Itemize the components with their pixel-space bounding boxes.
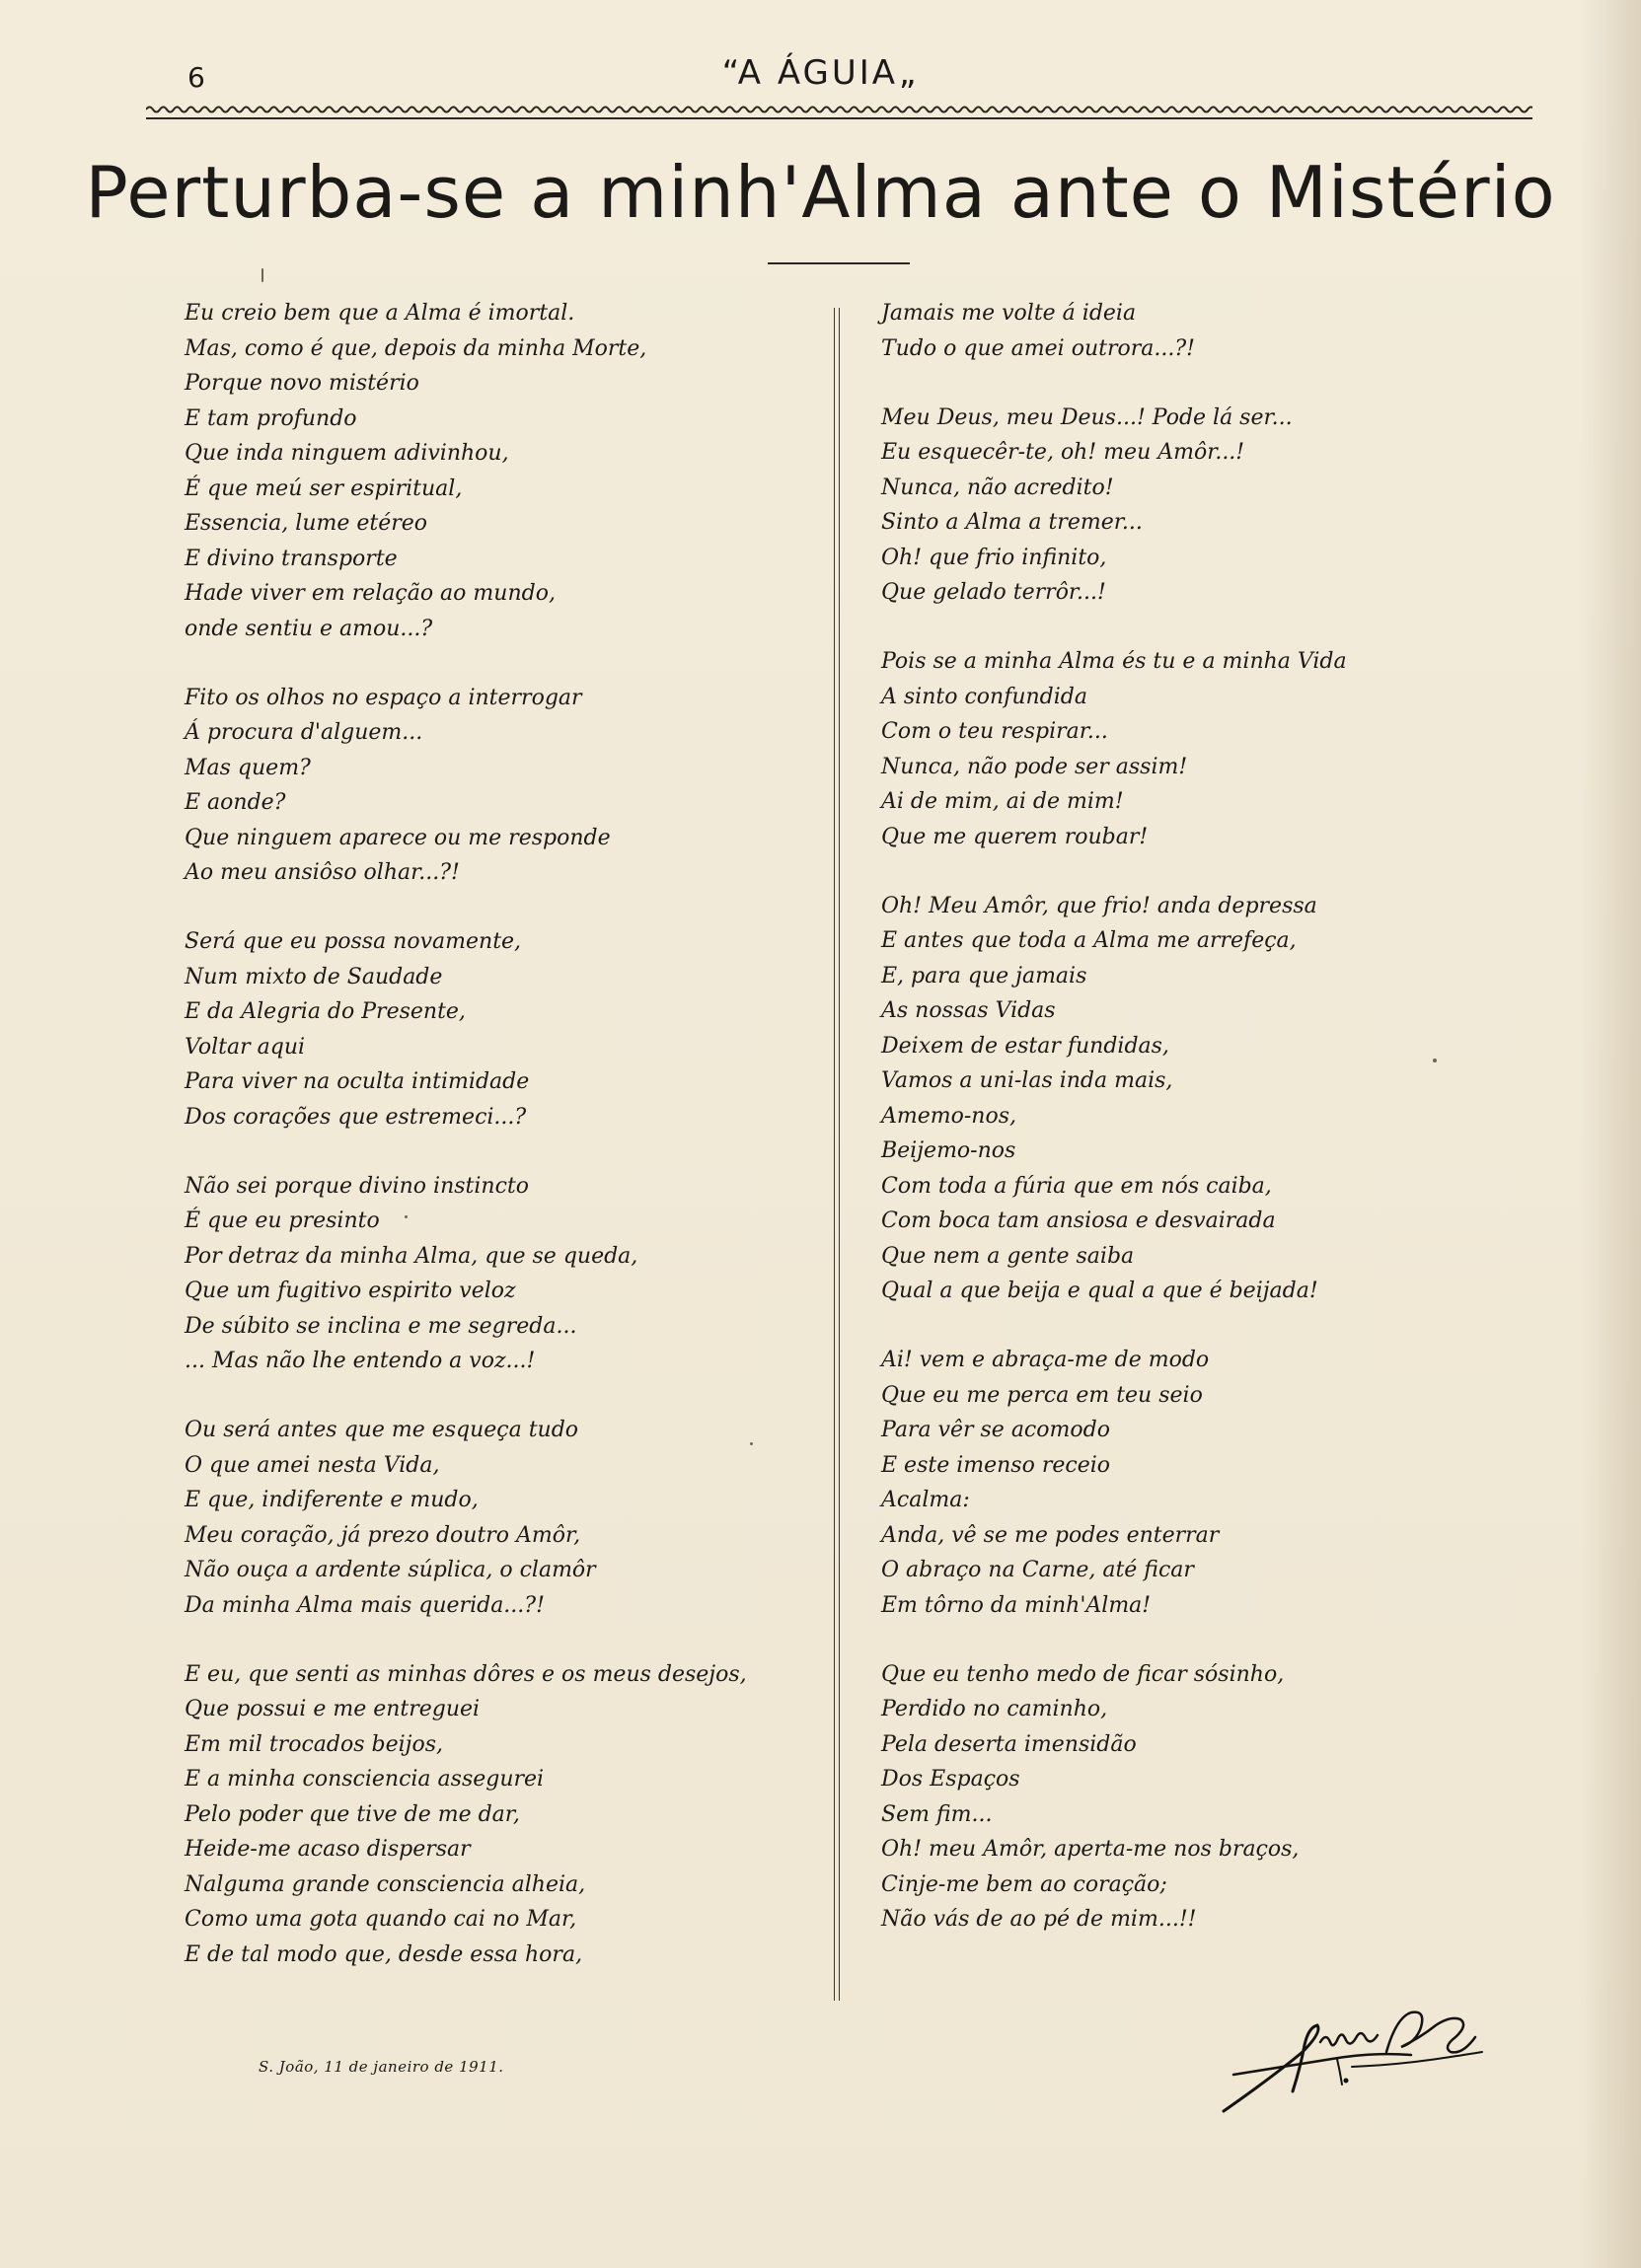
verse-line: Não sei porque divino instincto (185, 1173, 529, 1199)
verse-line: Ao meu ansiôso olhar...?! (185, 860, 460, 885)
verse-line: Que um fugitivo espirito veloz (185, 1279, 516, 1303)
stanza (185, 1657, 796, 1973)
print-speck (1433, 1059, 1437, 1062)
page-number: 6 (187, 61, 206, 94)
verse-line: De súbito se inclina e me segreda... (185, 1313, 577, 1339)
verse-line: E de tal modo que, desde essa hora, (185, 1941, 583, 1967)
verse-line: E que, indiferente e mudo, (185, 1488, 479, 1512)
poem-right-column (881, 296, 1493, 1971)
poem-left-column (185, 296, 796, 2007)
verse-line: Ou será antes que me esqueça tudo (185, 1418, 579, 1442)
stanza (185, 1413, 796, 1623)
verse-line: Jamais me volte á ideia (881, 301, 1137, 326)
verse-line: Voltar aqui (185, 1034, 306, 1060)
verse-line: Que me querem roubar! (881, 824, 1149, 849)
verse-line: Será que eu possa novamente, (185, 929, 522, 954)
verse-line: Que eu tenho medo de ficar sósinho, (881, 1661, 1285, 1687)
stanza (881, 889, 1493, 1309)
verse-line: Como uma gota quando cai no Mar, (185, 1907, 577, 1932)
title-rule (768, 262, 910, 264)
verse-line: Nalguma grande consciencia alheia, (185, 1871, 586, 1897)
verse-line: Heide-me acaso dispersar (185, 1837, 471, 1862)
verse-line: E, para que jamais (881, 963, 1087, 988)
stanza (185, 296, 796, 646)
verse-line: Amemo-nos, (881, 1103, 1017, 1129)
verse-line: Com o teu respirar... (881, 719, 1108, 744)
verse-line: Dos Espaços (881, 1767, 1020, 1792)
verse-line: E antes que toda a Alma me arrefeça, (881, 928, 1297, 953)
stanza (881, 644, 1493, 854)
verse-line: A sinto confundida (881, 684, 1087, 709)
verse-line: Pois se a minha Alma és tu e a minha Vida (881, 649, 1347, 674)
verse-line: ... Mas não lhe entendo a voz...! (185, 1349, 536, 1373)
poem-title: Perturba-se a minh'Alma ante o Mistério (85, 151, 1556, 234)
verse-line: Anda, vê se me podes enterrar (881, 1522, 1220, 1548)
verse-line: As nossas Vidas (881, 998, 1056, 1023)
verse-line: Meu Deus, meu Deus...! Pode lá ser... (881, 404, 1293, 430)
verse-line: Para viver na oculta intimidade (185, 1069, 530, 1094)
stanza (881, 401, 1493, 611)
verse-line: Dos corações que estremeci...? (185, 1104, 527, 1130)
verse-line: Qual a que beija e qual a que é beijada! (881, 1279, 1318, 1303)
verse-line: Sinto a Alma a tremer... (881, 510, 1143, 535)
verse-line: É que meú ser espiritual, (185, 476, 463, 501)
stanza (185, 1169, 796, 1379)
verse-line: Pela deserta imensidão (881, 1731, 1137, 1757)
stanza (185, 681, 796, 891)
verse-line: Para vêr se acomodo (881, 1418, 1110, 1442)
verse-line: Vamos a uni-las inda mais, (881, 1068, 1173, 1093)
author-signature (1214, 1998, 1490, 2116)
verse-line: Ai de mim, ai de mim! (881, 789, 1124, 814)
verse-line: E da Alegria do Presente, (185, 999, 466, 1024)
verse-line: Em mil trocados beijos, (185, 1731, 443, 1757)
verse-line: Eu esquecêr-te, oh! meu Amôr...! (881, 440, 1245, 465)
verse-line: Que gelado terrôr...! (881, 580, 1106, 605)
verse-line: E este imenso receio (881, 1452, 1110, 1478)
verse-line: E eu, que senti as minhas dôres e os meus desejos, (185, 1661, 747, 1687)
verse-line: O que amei nesta Vida, (185, 1452, 440, 1478)
verse-line: Que inda ninguem adivinhou, (185, 441, 509, 466)
verse-line: Pelo poder que tive de me dar, (185, 1801, 520, 1827)
verse-line: Num mixto de Saudade (185, 964, 443, 989)
verse-line: Nunca, não pode ser assim! (881, 754, 1188, 779)
verse-line: Cinje-me bem ao coração; (881, 1871, 1167, 1897)
verse-line: Que ninguem aparece ou me responde (185, 825, 611, 850)
stanza (881, 296, 1493, 366)
print-speck (405, 1215, 408, 1218)
stanza (881, 1343, 1493, 1623)
verse-line: Acalma: (881, 1488, 970, 1512)
verse-line: Deixem de estar fundidas, (881, 1033, 1169, 1059)
stanza (185, 924, 796, 1134)
verse-line: Ai! vem e abraça-me de modo (881, 1348, 1210, 1372)
verse-line: E tam profundo (185, 405, 357, 431)
verse-line: Não ouça a ardente súplica, o clamôr (185, 1558, 596, 1582)
header-wavy-rule (146, 99, 1532, 120)
dateline: S. João, 11 de janeiro de 1911. (259, 2058, 504, 2076)
verse-line: O abraço na Carne, até ficar (881, 1558, 1194, 1582)
verse-line: Eu creio bem que a Alma é imortal. (185, 301, 575, 326)
verse-line: Á procura d'alguem... (185, 720, 423, 745)
verse-line: E aonde? (185, 790, 286, 815)
stanza (881, 1657, 1493, 1938)
verse-line: Sem fim... (881, 1801, 993, 1827)
verse-line: Fito os olhos no espaço a interrogar (185, 685, 582, 710)
print-speck (261, 268, 263, 282)
verse-line: Oh! Meu Amôr, que frio! anda depressa (881, 893, 1317, 918)
print-speck (750, 1442, 753, 1445)
verse-line: Em tôrno da minh'Alma! (881, 1592, 1152, 1618)
verse-line: Porque novo mistério (185, 371, 419, 396)
verse-line: Mas, como é que, depois da minha Morte, (185, 335, 647, 361)
verse-line: Oh! meu Amôr, aperta-me nos braços, (881, 1837, 1300, 1862)
verse-line: Por detraz da minha Alma, que se queda, (185, 1243, 638, 1269)
verse-line: Mas quem? (185, 755, 311, 780)
verse-line: Tudo o que amei outrora...?! (881, 335, 1195, 361)
verse-line: Essencia, lume etéreo (185, 511, 428, 536)
running-title: “A ÁGUIA„ (721, 53, 920, 93)
verse-line: É que eu presinto (185, 1208, 380, 1233)
verse-line: Meu coração, já prezo doutro Amôr, (185, 1522, 581, 1548)
verse-line: E a minha consciencia assegurei (185, 1767, 545, 1792)
verse-line: Que eu me perca em teu seio (881, 1382, 1203, 1408)
column-divider (834, 308, 840, 2001)
verse-line: onde sentiu e amou...? (185, 616, 433, 641)
verse-line: E divino transporte (185, 546, 398, 571)
verse-line: Que possui e me entreguei (185, 1697, 481, 1721)
verse-line: Da minha Alma mais querida...?! (185, 1592, 545, 1618)
verse-line: Com toda a fúria que em nós caiba, (881, 1173, 1272, 1199)
verse-line: Beijemo-nos (881, 1138, 1016, 1163)
verse-line: Não vás de ao pé de mim...!! (881, 1907, 1197, 1932)
verse-line: Perdido no caminho, (881, 1697, 1108, 1721)
verse-line: Hade viver em relação ao mundo, (185, 581, 556, 606)
verse-line: Com boca tam ansiosa e desvairada (881, 1208, 1276, 1233)
verse-line: Que nem a gente saiba (881, 1243, 1135, 1269)
verse-line: Oh! que frio infinito, (881, 545, 1107, 570)
verse-line: Nunca, não acredito! (881, 475, 1114, 500)
